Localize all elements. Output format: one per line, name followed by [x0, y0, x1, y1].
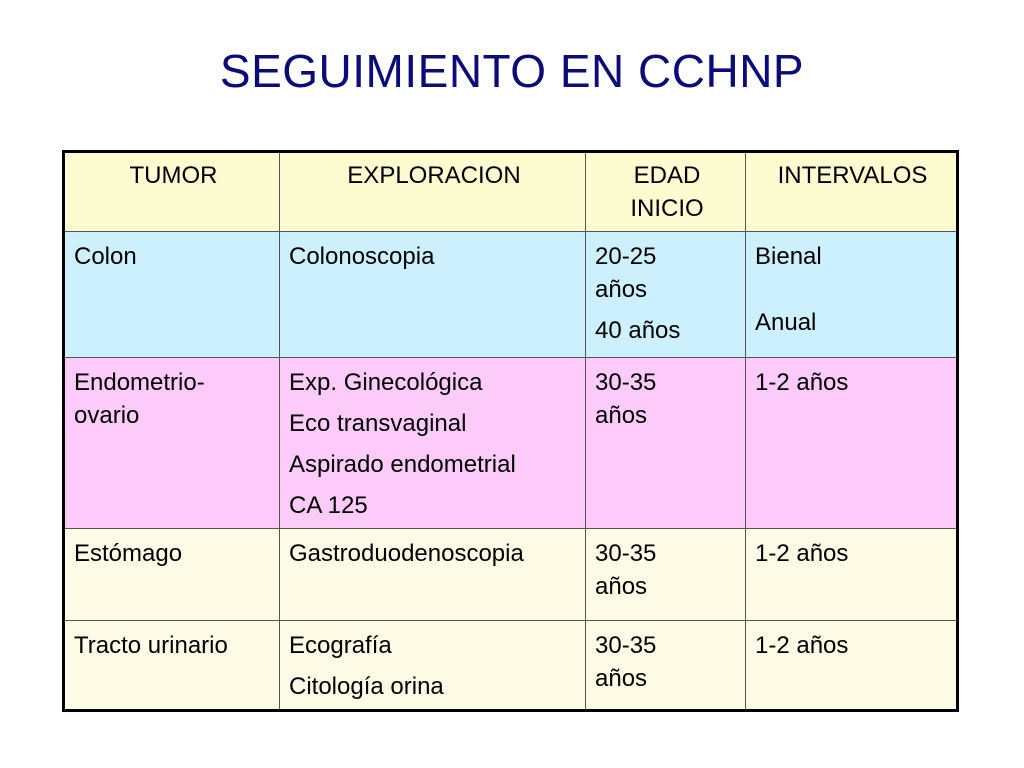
- edad-value-1a: 20-25: [595, 243, 657, 270]
- exploracion-item-4: CA 125: [289, 492, 368, 519]
- cell-tumor: [64, 358, 280, 529]
- cell-exploracion: Colonoscopia: [280, 232, 586, 358]
- cell-exploracion: Gastroduodenoscopia: [280, 529, 586, 621]
- cell-intervalo: 1-2 años: [746, 621, 958, 711]
- edad-line2: años: [595, 573, 648, 600]
- exploracion-item-2: Citología orina: [289, 673, 444, 700]
- header-intervalos: INTERVALOS: [746, 152, 958, 232]
- cell-edad: [586, 529, 746, 621]
- intervalo-value-2: Anual: [755, 309, 817, 336]
- slide-title: SEGUIMIENTO EN CCHNP: [219, 45, 805, 97]
- edad-line1: 30-35: [595, 540, 657, 567]
- cell-intervalo: [746, 232, 958, 358]
- cell-edad: [586, 358, 746, 529]
- cell-edad: [586, 621, 746, 711]
- table-header-row: [64, 152, 958, 232]
- exploracion-item-3: Aspirado endometrial: [289, 451, 516, 478]
- cell-exploracion: [280, 358, 586, 529]
- edad-line1: 30-35: [595, 369, 657, 396]
- exploracion-item-2: Eco transvaginal: [289, 410, 467, 437]
- surveillance-table: [62, 150, 959, 712]
- header-tumor: TUMOR: [64, 152, 280, 232]
- exploracion-item-1: Exp. Ginecológica: [289, 369, 483, 396]
- cell-edad: [586, 232, 746, 358]
- table-row-endometrio: [64, 358, 958, 529]
- cell-tumor: Estómago: [64, 529, 280, 621]
- edad-line1: 30-35: [595, 632, 657, 659]
- exploracion-item-1: Ecografía: [289, 632, 392, 659]
- cell-exploracion: [280, 621, 586, 711]
- cell-tumor: Colon: [64, 232, 280, 358]
- header-edad-inicio: [586, 152, 746, 232]
- cell-intervalo: 1-2 años: [746, 358, 958, 529]
- header-edad-line2: INICIO: [630, 195, 704, 222]
- table-row-colon: [64, 232, 958, 358]
- edad-line2: años: [595, 402, 648, 429]
- header-edad-line1: EDAD: [633, 162, 701, 189]
- edad-line2: años: [595, 665, 648, 692]
- tumor-line1: Endometrio-: [74, 369, 205, 396]
- edad-value-2: 40 años: [595, 317, 681, 344]
- table-row-tracto-urinario: [64, 621, 958, 711]
- cell-intervalo: 1-2 años: [746, 529, 958, 621]
- cell-tumor: Tracto urinario: [64, 621, 280, 711]
- table-row-estomago: [64, 529, 958, 621]
- edad-value-1b: años: [595, 276, 648, 303]
- intervalo-value-1: Bienal: [755, 243, 822, 270]
- header-exploracion: EXPLORACION: [280, 152, 586, 232]
- tumor-line2: ovario: [74, 402, 140, 429]
